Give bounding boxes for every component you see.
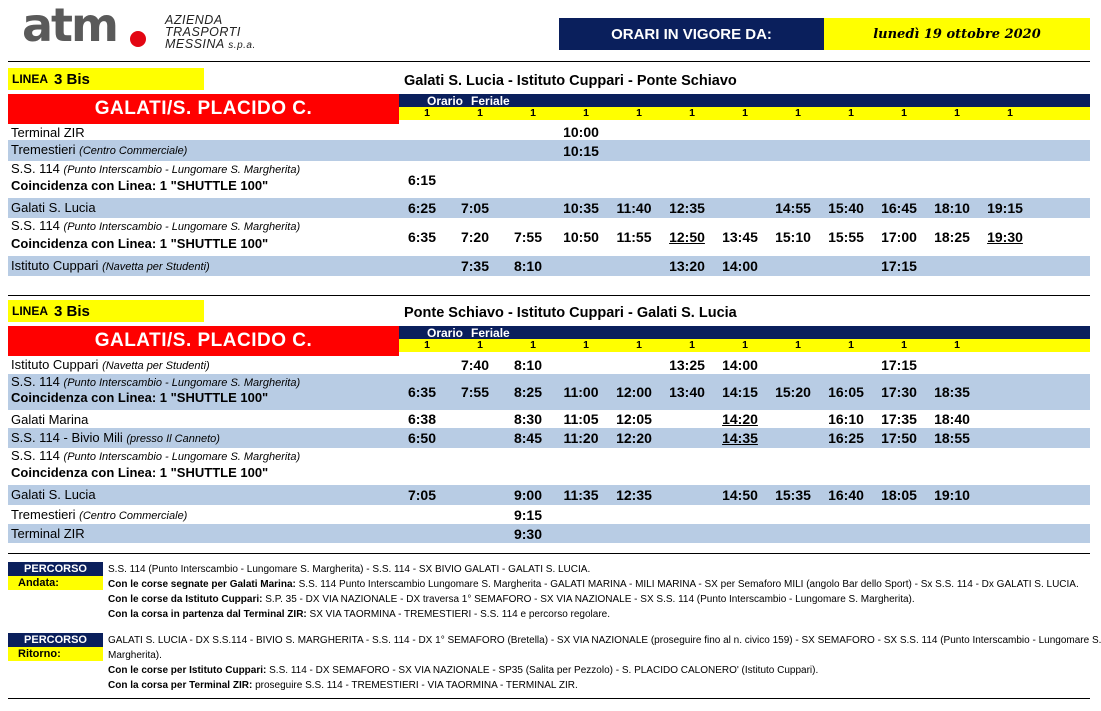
departure-time: 17:15 xyxy=(881,258,917,274)
divider xyxy=(8,295,1090,296)
departure-time: 12:05 xyxy=(616,411,652,427)
departure-time: 13:20 xyxy=(669,258,705,274)
stop-note: (Centro Commerciale) xyxy=(79,510,188,522)
stop-label: Galati S. Lucia xyxy=(11,200,96,215)
company-line-2: TRASPORTI xyxy=(165,25,241,39)
departure-time: 14:00 xyxy=(722,356,758,373)
table-row xyxy=(8,355,1090,374)
departure-time: 17:15 xyxy=(881,356,917,373)
departure-time: 11:20 xyxy=(563,430,599,446)
stop-label: Terminal ZIR xyxy=(11,125,85,140)
percorso-line-text: S.S. 114 (Punto Interscambio - Lungomare S. Margherita) - S.S. 114 - SX BIVIO GALATI - GALATI S. LUCIA. xyxy=(108,564,591,575)
departure-time: 11:35 xyxy=(563,487,599,503)
stop-name xyxy=(11,430,220,445)
stop-label: Galati S. Lucia xyxy=(11,487,96,502)
departure-time: 9:15 xyxy=(513,506,543,523)
divider xyxy=(8,553,1090,554)
departure-time: 17:50 xyxy=(881,430,917,446)
percorso-direction: Ritorno: xyxy=(8,647,103,661)
stop-note: (Navetta per Studenti) xyxy=(102,261,210,273)
col-header: 1 xyxy=(742,107,748,119)
stop-label: S.S. 114 xyxy=(11,448,60,463)
stop-name xyxy=(11,507,187,522)
percorso-line-bold: Con la corsa in partenza dal Terminal ZIR: xyxy=(108,609,307,620)
stop-label: Istituto Cuppari xyxy=(11,357,99,372)
valid-label: ORARI IN VIGORE DA: xyxy=(559,18,824,50)
col-header: 1 xyxy=(636,107,642,119)
percorso-line-text: GALATI S. LUCIA - DX S.S.114 - BIVIO S. MARGHERITA - S.S. 114 - DX 1° SEMAFORO (Bretella) - SX VIA NAZIONALE (proseguire fino al n. civico 159) - SX SEMAFORO - SX S.S. 114 (Punto Interscambio - Lungomare S. xyxy=(108,635,1101,646)
departure-time: 6:15 xyxy=(407,171,437,188)
departure-time: 11:40 xyxy=(616,200,652,216)
stop-name xyxy=(11,448,300,463)
departure-time: 18:40 xyxy=(934,411,970,427)
table-row xyxy=(8,123,1090,140)
stop-note: (Centro Commerciale) xyxy=(79,145,188,157)
stop-label: Terminal ZIR xyxy=(11,526,85,541)
departure-time: 9:30 xyxy=(513,525,543,542)
stop-name xyxy=(11,125,85,140)
col-header: 1 xyxy=(848,339,854,351)
table-row xyxy=(8,505,1090,524)
percorso-line xyxy=(108,577,1079,592)
departure-time: 14:50 xyxy=(722,487,758,503)
stop-name xyxy=(11,487,96,502)
percorso-line-bold: Con le corse da Istituto Cuppari: xyxy=(108,594,263,605)
percorso-line-text: Margherita). xyxy=(108,650,162,661)
percorso-line xyxy=(108,592,915,607)
linea-label xyxy=(8,68,204,90)
departure-time: 16:45 xyxy=(881,200,917,216)
col-header: 1 xyxy=(954,339,960,351)
company-line-3: MESSINA xyxy=(165,37,225,51)
stop-name xyxy=(11,142,187,157)
departure-time: 8:30 xyxy=(513,411,543,427)
feriale-label: Feriale xyxy=(471,93,510,108)
orario-label: Orario xyxy=(427,325,464,340)
orario-bar xyxy=(399,94,1090,107)
feriale-label: Feriale xyxy=(471,325,510,340)
departure-time: 8:45 xyxy=(513,430,543,446)
departure-time: 19:15 xyxy=(987,200,1023,216)
departure-time: 11:55 xyxy=(616,229,652,245)
departure-time: 18:35 xyxy=(934,384,970,400)
departure-time: 6:35 xyxy=(407,384,437,400)
departure-time: 14:55 xyxy=(775,200,811,216)
col-header: 1 xyxy=(901,107,907,119)
col-header: 1 xyxy=(795,107,801,119)
coincidence-note: Coincidenza con Linea: 1 "SHUTTLE 100" xyxy=(11,178,269,193)
departure-time: 12:20 xyxy=(616,430,652,446)
logo-text: atm xyxy=(22,0,117,52)
col-header: 1 xyxy=(848,107,854,119)
col-header: 1 xyxy=(583,107,589,119)
stop-label: Galati Marina xyxy=(11,412,89,427)
percorso-line-text: proseguire S.S. 114 - TREMESTIERI - VIA TAORMINA - TERMINAL ZIR. xyxy=(252,680,578,691)
departure-time: 7:35 xyxy=(460,258,490,274)
col-header: 1 xyxy=(689,339,695,351)
col-header: 1 xyxy=(689,107,695,119)
percorso-line-bold: Con la corsa per Terminal ZIR: xyxy=(108,680,253,691)
departure-time: 17:35 xyxy=(881,411,917,427)
orario-label: Orario xyxy=(427,93,464,108)
col-header: 1 xyxy=(636,339,642,351)
route-title: Ponte Schiavo - Istituto Cuppari - Galati S. Lucia xyxy=(404,305,737,321)
col-header: 1 xyxy=(424,339,430,351)
linea-number: 3 Bis xyxy=(54,70,90,88)
percorso-line xyxy=(108,663,818,678)
route-title: Galati S. Lucia - Istituto Cuppari - Ponte Schiavo xyxy=(404,73,737,89)
col-header: 1 xyxy=(530,107,536,119)
departure-time: 6:38 xyxy=(407,411,437,427)
departure-time: 15:40 xyxy=(828,200,864,216)
departure-time: 19:30 xyxy=(987,229,1023,245)
table-row xyxy=(8,374,1090,410)
departure-time: 14:00 xyxy=(722,258,758,274)
company-suffix: s.p.a. xyxy=(228,40,256,51)
stop-name xyxy=(11,258,210,273)
percorso-label: PERCORSO xyxy=(8,633,103,647)
col-header: 1 xyxy=(530,339,536,351)
stop-note: (Punto Interscambio - Lungomare S. Margherita) xyxy=(63,377,301,389)
stop-name xyxy=(11,374,300,389)
orario-bar xyxy=(399,326,1090,339)
stop-name xyxy=(11,412,88,427)
stop-note: (Punto Interscambio - Lungomare S. Margherita) xyxy=(63,221,301,233)
departure-time: 6:50 xyxy=(407,430,437,446)
coincidence-note: Coincidenza con Linea: 1 "SHUTTLE 100" xyxy=(11,390,269,405)
departure-time: 12:35 xyxy=(616,487,652,503)
departure-time: 18:10 xyxy=(934,200,970,216)
stop-name xyxy=(11,200,96,215)
table-row xyxy=(8,485,1090,505)
col-header: 1 xyxy=(901,339,907,351)
departure-time: 15:10 xyxy=(775,229,811,245)
company-line-1: AZIENDA xyxy=(165,13,223,27)
table-row xyxy=(8,140,1090,161)
col-header: 1 xyxy=(477,107,483,119)
stop-label: Tremestieri xyxy=(11,142,76,157)
departure-time: 8:25 xyxy=(513,384,543,400)
col-header: 1 xyxy=(1007,107,1013,119)
stop-name xyxy=(11,161,300,176)
percorso-line xyxy=(108,562,590,577)
percorso-line xyxy=(108,607,610,622)
departure-time: 17:00 xyxy=(881,229,917,245)
departure-time: 13:45 xyxy=(722,229,758,245)
departure-time: 16:40 xyxy=(828,487,864,503)
table-row xyxy=(8,256,1090,276)
percorso-line-text: S.P. 35 - DX VIA NAZIONALE - DX traversa 1° SEMAFORO - SX VIA NAZIONALE - SX S.S. 114 (Punto Interscambio - Lungomare S. Margherita). xyxy=(262,594,915,605)
percorso-label: PERCORSO xyxy=(8,562,103,576)
table-row xyxy=(8,428,1090,448)
departure-time: 17:30 xyxy=(881,384,917,400)
valid-date: lunedì 19 ottobre 2020 xyxy=(824,18,1090,50)
stop-label: Tremestieri xyxy=(11,507,76,522)
departure-time: 16:25 xyxy=(828,430,864,446)
departure-time: 7:20 xyxy=(460,229,490,245)
linea-number: 3 Bis xyxy=(54,302,90,320)
logo-dot xyxy=(130,31,146,47)
stop-label: S.S. 114 xyxy=(11,218,60,233)
departure-time: 19:10 xyxy=(934,487,970,503)
linea-prefix: LINEA xyxy=(12,72,48,86)
departure-time: 8:10 xyxy=(513,356,543,373)
col-header: 1 xyxy=(583,339,589,351)
percorso-line-text: S.S. 114 Punto Interscambio Lungomare S. Margherita - GALATI MARINA - MILI MARINA - SX per Semaforo MILI (angolo Bar dello Sport) - Sx S.S. 114 - Dx GALATI S. LUCIA. xyxy=(295,579,1079,590)
col-header: 1 xyxy=(477,339,483,351)
col-header-row xyxy=(399,107,1090,120)
departure-time: 15:35 xyxy=(775,487,811,503)
departure-time: 18:05 xyxy=(881,487,917,503)
stop-label: S.S. 114 xyxy=(11,374,60,389)
departure-time: 7:05 xyxy=(407,487,437,503)
departure-time: 11:00 xyxy=(563,384,599,400)
col-header: 1 xyxy=(424,107,430,119)
table-row xyxy=(8,448,1090,485)
stop-name xyxy=(11,357,210,372)
stop-label: S.S. 114 - Bivio Mili xyxy=(11,430,123,445)
coincidence-note: Coincidenza con Linea: 1 "SHUTTLE 100" xyxy=(11,236,269,251)
percorso-line xyxy=(108,633,1101,648)
linea-prefix: LINEA xyxy=(12,304,48,318)
col-header: 1 xyxy=(742,339,748,351)
departure-time: 16:05 xyxy=(828,384,864,400)
company-name xyxy=(165,14,256,52)
table-row xyxy=(8,524,1090,543)
stop-name xyxy=(11,526,85,541)
stop-note: (Navetta per Studenti) xyxy=(102,360,210,372)
percorso-line-bold: Con le corse segnate per Galati Marina: xyxy=(108,579,296,590)
linea-label xyxy=(8,300,204,322)
departure-time: 14:15 xyxy=(722,384,758,400)
stop-note: (Punto Interscambio - Lungomare S. Margherita) xyxy=(63,451,301,463)
percorso-line-text: SX VIA TAORMINA - TREMESTIERI - S.S. 114 e percorso regolare. xyxy=(306,609,611,620)
percorso-line-text: S.S. 114 - DX SEMAFORO - SX VIA NAZIONALE - SP35 (Salita per Pezzolo) - S. PLACIDO CALONERO' (Istituto Cuppari). xyxy=(266,665,819,676)
departure-time: 12:00 xyxy=(616,384,652,400)
departure-time: 7:55 xyxy=(513,229,543,245)
table-row xyxy=(8,218,1090,256)
departure-time: 9:00 xyxy=(513,487,543,503)
departure-time: 7:40 xyxy=(460,356,490,373)
line-name: GALATI/S. PLACIDO C. xyxy=(8,326,399,356)
departure-time: 16:10 xyxy=(828,411,864,427)
departure-time: 7:55 xyxy=(460,384,490,400)
departure-time: 15:55 xyxy=(828,229,864,245)
departure-time: 13:40 xyxy=(669,384,705,400)
col-header: 1 xyxy=(795,339,801,351)
table-row xyxy=(8,410,1090,428)
departure-time: 6:35 xyxy=(407,229,437,245)
departure-time: 10:15 xyxy=(563,142,599,159)
stop-note: (presso Il Canneto) xyxy=(126,433,220,445)
departure-time: 12:35 xyxy=(669,200,705,216)
table-row xyxy=(8,161,1090,198)
percorso-direction: Andata: xyxy=(8,576,103,590)
coincidence-note: Coincidenza con Linea: 1 "SHUTTLE 100" xyxy=(11,465,269,480)
departure-time: 18:55 xyxy=(934,430,970,446)
divider xyxy=(8,61,1090,62)
departure-time: 7:05 xyxy=(460,200,490,216)
divider xyxy=(8,698,1090,699)
col-header-row xyxy=(399,339,1090,352)
table-row xyxy=(8,198,1090,218)
percorso-line xyxy=(108,678,578,693)
departure-time: 11:05 xyxy=(563,411,599,427)
stop-label: Istituto Cuppari xyxy=(11,258,99,273)
stop-label: S.S. 114 xyxy=(11,161,60,176)
col-header: 1 xyxy=(954,107,960,119)
departure-time: 6:25 xyxy=(407,200,437,216)
departure-time: 18:25 xyxy=(934,229,970,245)
percorso-line xyxy=(108,648,162,663)
departure-time: 10:50 xyxy=(563,229,599,245)
departure-time: 12:50 xyxy=(669,229,705,245)
line-name: GALATI/S. PLACIDO C. xyxy=(8,94,399,124)
percorso-line-bold: Con le corse per Istituto Cuppari: xyxy=(108,665,267,676)
departure-time: 10:35 xyxy=(563,200,599,216)
departure-time: 15:20 xyxy=(775,384,811,400)
departure-time: 13:25 xyxy=(669,356,705,373)
stop-note: (Punto Interscambio - Lungomare S. Margherita) xyxy=(63,164,301,176)
departure-time: 14:35 xyxy=(722,430,758,446)
departure-time: 8:10 xyxy=(513,258,543,274)
departure-time: 10:00 xyxy=(563,123,599,140)
stop-name xyxy=(11,218,300,233)
atm-logo xyxy=(22,0,162,54)
departure-time: 14:20 xyxy=(722,411,758,427)
